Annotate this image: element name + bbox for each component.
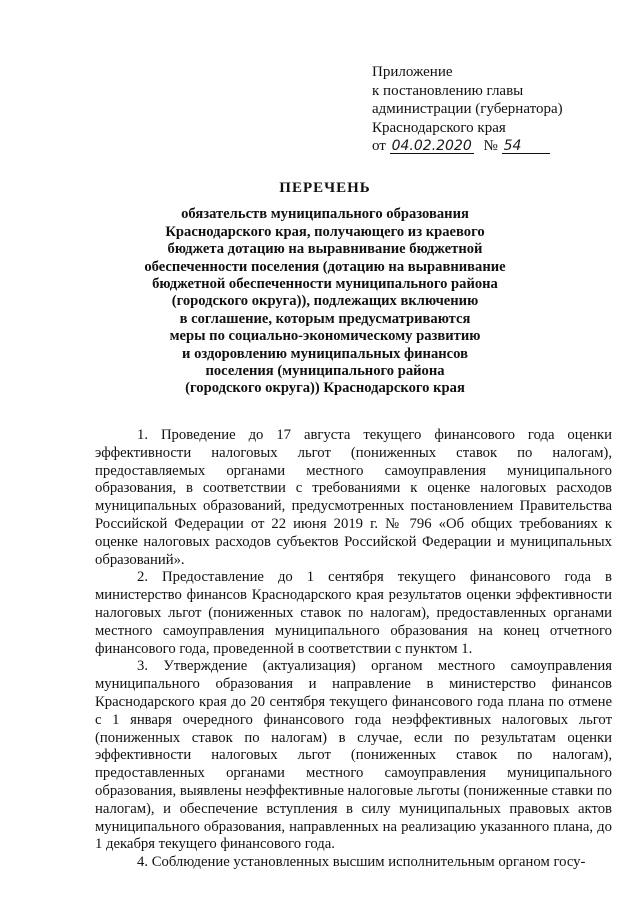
attachment-line-1: Приложение	[372, 64, 453, 80]
title-line: в соглашение, которым предусматриваются	[179, 310, 471, 327]
title-line: (городского округа)), подлежащих включению	[171, 293, 479, 310]
title-line: бюджетной обеспеченности муниципального района	[152, 276, 498, 293]
attachment-line-3: администрации (губернатора)	[372, 101, 563, 117]
number-label: №	[483, 138, 498, 154]
paragraph-4: 4. Соблюдение установленных высшим исполнительным органом госу-	[137, 854, 586, 871]
title-line: бюджета дотацию на выравнивание бюджетной	[167, 241, 483, 258]
paragraph-3: 3. Утверждение (актуализация) органом местного самоуправления муниципального образования и направление в министерство финансов Краснодарского края до 20 сентября текущего финансового года плана по отмене с 1 января очередного финансового года неэффективных налоговых льгот (пониженных ставок по налогам) в случае, если по результатам оценки эффективности налоговых льгот (пониженных ставок по налогам), предоставленных органами местного самоуправления муниципального образования, выявлены неэффективные налоговые льготы (пониженные ставки по налогам), и обеспечение вступления в силу муниципальных правовых актов муниципального образования, направленных на реализацию указанного плана, до 1 декабря текущего финансового года.	[95, 658, 612, 853]
attachment-date-line	[372, 137, 622, 156]
title-line: и оздоровлению муниципальных финансов	[182, 345, 468, 362]
paragraph-2: 2. Предоставление до 1 сентября текущего финансового года в министерство финансов Краснодарского края результатов оценки эффективности налоговых льгот (пониженных ставок по налогам), предоставленных органами местного самоуправления муниципального образования на конец отчетного финансового года, проведенной в соответствии с пунктом 1.	[95, 569, 612, 657]
handwritten-date: 04.02.2020	[391, 138, 472, 154]
paragraph-1: 1. Проведение до 17 августа текущего финансового года оценки эффективности налоговых льгот (пониженных ставок по налогам), предоставляемых органами местного самоуправления муниципального образования, в соответствии с требованиями к оценке налоговых расходов муниципальных образований, предусмотренных постановлением Правительства Российской Федерации от 22 июня 2019 г. № 796 «Об общих требованиях к оценке налоговых расходов субъектов Российской Федерации и муниципальных образований».	[95, 427, 612, 568]
from-label: от	[372, 138, 386, 154]
document-title	[120, 180, 530, 398]
title-line: поселения (муниципального района	[205, 363, 445, 380]
attachment-line-2: к постановлению главы	[372, 82, 524, 99]
attachment-block	[372, 63, 622, 156]
attachment-line-4: Краснодарского края	[372, 119, 506, 136]
title-line: обязательств муниципального образования	[181, 206, 469, 223]
document-body	[95, 427, 612, 872]
title-line: (городского округа)) Краснодарского края	[185, 380, 465, 397]
title-line: обеспеченности поселения (дотацию на выравнивание	[144, 258, 506, 275]
title-line: Краснодарского края, получающего из краевого	[165, 223, 485, 240]
title-line: меры по социально-экономическому развитию	[169, 328, 481, 345]
handwritten-number: 54	[502, 139, 550, 154]
title-heading: ПЕРЕЧЕНЬ	[279, 180, 371, 196]
